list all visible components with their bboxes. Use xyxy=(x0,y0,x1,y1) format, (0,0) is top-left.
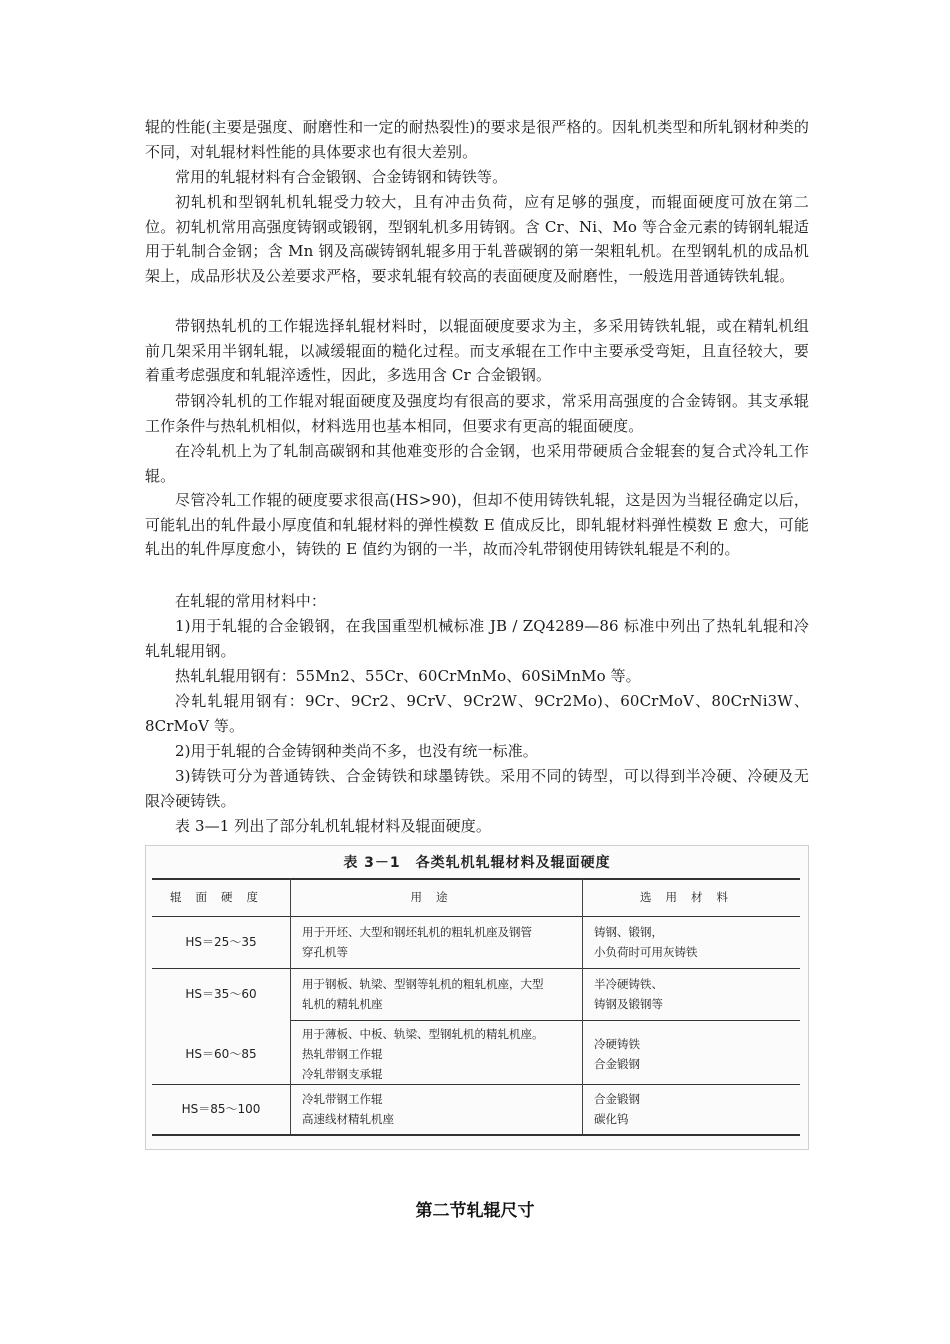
table-rule xyxy=(152,878,800,880)
paragraph-1: 辊的性能(主要是强度、耐磨性和一定的耐热裂性)的要求是很严格的。因轧机类型和所轧钢材种类的不同，对轧辊材料性能的具体要求也有很大差别。 xyxy=(145,118,809,161)
row-2-material xyxy=(594,974,663,1014)
row-4-material-line: 合金锻钢 xyxy=(594,1092,640,1106)
paragraph-5: 带钢冷轧机的工作辊对辊面硬度及强度均有很高的要求，常采用高强度的合金铸钢。其支承辊工作条件与热轧机相似，材料选用也基本相同，但要求有更高的辊面硬度。 xyxy=(145,392,809,435)
row-1-material xyxy=(594,922,698,962)
paragraph-9: 1)用于轧辊的合金锻钢，在我国重型机械标准 JB / ZQ4289—86 标准中列出了热轧轧辊和冷轧轧辊用钢。 xyxy=(145,617,809,660)
row-3-material-line: 合金锻钢 xyxy=(594,1057,640,1071)
paragraph-6: 在冷轧机上为了轧制高碳钢和其他难变形的合金钢，也采用带硬质合金辊套的复合式冷轧工作辊。 xyxy=(145,442,809,485)
row-3-usage-line: 用于薄板、中板、轨梁、型钢轧机的精轧机座。 xyxy=(302,1027,544,1041)
row-2-hardness: HS＝35～60 xyxy=(185,987,257,1001)
row-1-material-line: 小负荷时可用灰铸铁 xyxy=(594,945,698,959)
header-hardness: 辊面硬度 xyxy=(170,890,272,904)
paragraph-7: 尽管冷轧工作辊的硬度要求很高(HS>90)，但却不使用铸铁轧辊，这是因为当辊径确定以后，可能轧出的轧件最小厚度值和轧辊材料的弹性模数 E 值成反比，即轧辊材料弹性模数 E 愈大，可能轧出的轧件厚度愈小，铸铁的 E 值约为钢的一半，故而冷轧带钢使用铸铁轧辊是不利的。 xyxy=(145,491,809,559)
row-1-usage xyxy=(302,922,532,962)
paragraph-2: 常用的轧辊材料有合金锻钢、合金铸钢和铸铁等。 xyxy=(175,168,508,186)
row-2-usage-line: 轧机的精轧机座 xyxy=(302,997,383,1011)
row-2-material-line: 铸钢及锻钢等 xyxy=(594,997,663,1011)
row-2-usage xyxy=(302,974,544,1014)
row-2-material-line: 半冷硬铸铁、 xyxy=(594,977,663,991)
row-1-usage-line: 用于开坯、大型和钢坯轧机的粗轧机座及钢管 xyxy=(302,925,532,939)
paragraph-10: 热轧轧辊用钢有：55Mn2、55Cr、60CrMnMo、60SiMnMo 等。 xyxy=(175,667,641,685)
section-heading: 第二节轧辊尺寸 xyxy=(415,1201,535,1221)
paragraph-11: 冷轧轧辊用钢有：9Cr、9Cr2、9CrV、9Cr2W、9Cr2Mo)、60CrMoV、80CrNi3W、8CrMoV 等。 xyxy=(145,692,809,735)
row-3-hardness: HS＝60～85 xyxy=(185,1047,257,1061)
row-4-usage-line: 高速线材精轧机座 xyxy=(302,1112,394,1126)
row-3-material xyxy=(594,1034,640,1074)
row-4-usage-line: 冷轧带钢工作辊 xyxy=(302,1092,383,1106)
row-3-material-line: 冷硬铸铁 xyxy=(594,1037,640,1051)
row-3-usage-line: 冷轧带钢支承辊 xyxy=(302,1067,383,1081)
table-caption: 表 3－1 各类轧机轧辊材料及辊面硬度 xyxy=(343,855,611,871)
table-figure xyxy=(145,845,809,1150)
table-rule xyxy=(152,1134,800,1136)
row-1-hardness: HS＝25～35 xyxy=(185,935,257,949)
table-rule xyxy=(152,968,800,969)
paragraph-3: 初轧机和型钢轧机轧辊受力较大，且有冲击负荷，应有足够的强度，而辊面硬度可放在第二位。初轧机常用高强度铸钢或锻钢，型钢轧机多用铸钢。含 Cr、Ni、Mo 等合金元素的铸钢轧辊适用于轧制合金钢；含 Mn 钢及高碳铸钢轧辊多用于轧普碳钢的第一架粗轧机。在型钢轧机的成品机架上，成品形状及公差要求严格，要求轧辊有较高的表面硬度及耐磨性，一般选用普通铸铁轧辊。 xyxy=(145,193,809,285)
paragraph-13: 3)铸铁可分为普通铸铁、合金铸铁和球墨铸铁。采用不同的铸型，可以得到半冷硬、冷硬及无限冷硬铸铁。 xyxy=(145,767,809,810)
table-column-divider xyxy=(290,878,291,1134)
table-column-divider xyxy=(582,878,583,1134)
paragraph-8: 在轧辊的常用材料中： xyxy=(175,592,327,610)
row-2-usage-line: 用于钢板、轨梁、型钢等轧机的粗轧机座，大型 xyxy=(302,977,544,991)
header-usage: 用途 xyxy=(410,890,462,904)
row-4-usage xyxy=(302,1089,394,1129)
paragraph-12: 2)用于轧辊的合金铸钢种类尚不多，也没有统一标准。 xyxy=(175,742,538,760)
header-material: 选用材料 xyxy=(640,890,742,904)
row-1-usage-line: 穿孔机等 xyxy=(302,945,348,959)
table-rule xyxy=(152,1084,800,1085)
row-3-usage xyxy=(302,1024,544,1084)
row-4-hardness: HS＝85～100 xyxy=(181,1102,261,1116)
row-4-material xyxy=(594,1089,640,1129)
paragraph-14: 表 3—1 列出了部分轧机轧辊材料及辊面硬度。 xyxy=(175,817,491,835)
paragraph-4: 带钢热轧机的工作辊选择轧辊材料时，以辊面硬度要求为主，多采用铸铁轧辊，或在精轧机组前几架采用半钢轧辊，以减缓辊面的糙化过程。而支承辊在工作中主要承受弯矩，且直径较大，要着重考虑强度和轧辊淬透性，因此，多选用含 Cr 合金锻钢。 xyxy=(145,317,809,385)
table-rule xyxy=(290,1020,800,1021)
table-rule xyxy=(152,916,800,917)
row-1-material-line: 铸钢、锻钢， xyxy=(594,925,663,939)
row-3-usage-line: 热轧带钢工作辊 xyxy=(302,1047,383,1061)
row-4-material-line: 碳化钨 xyxy=(594,1112,629,1126)
